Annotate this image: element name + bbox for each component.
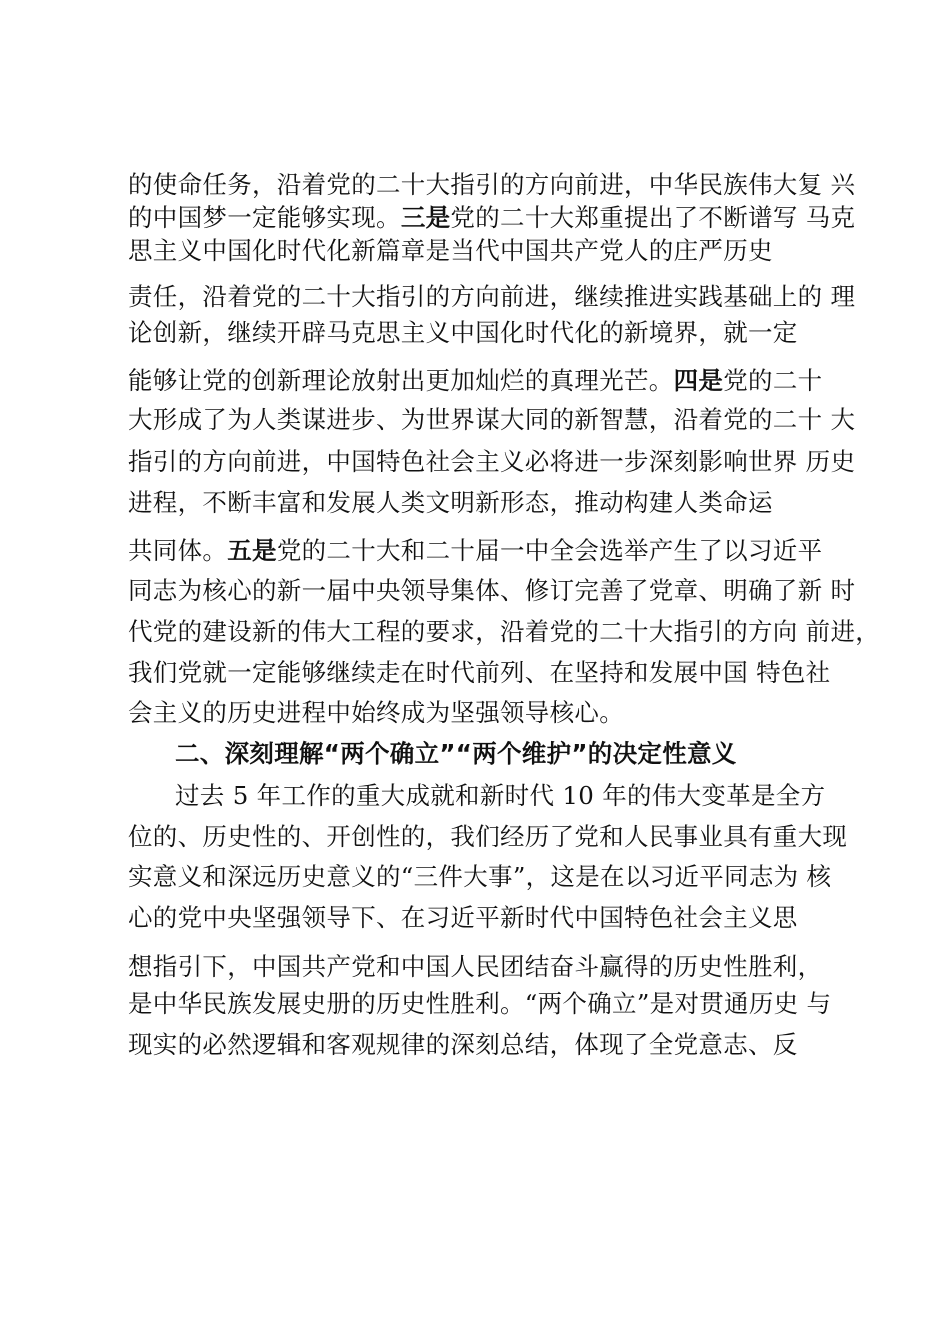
body-line: 我们党就一定能够继续走在时代前列、在坚持和发展中国 特色社 — [128, 658, 831, 687]
body-line: 想指引下，中国共产党和中国人民团结奋斗赢得的历史性胜利， — [128, 952, 823, 981]
emphasis-label: 三是 — [400, 203, 451, 232]
body-line: 指引的方向前进，中国特色社会主义必将进一步深刻影响世界 历史 — [128, 447, 856, 476]
body-line: 过去 5 年工作的重大成就和新时代 10 年的伟大变革是全方 — [175, 781, 826, 810]
body-text: 党的二十大和二十届一中全会选举产生了以习近平 — [276, 536, 823, 565]
body-text: 党的二十 — [723, 366, 823, 395]
body-line: 代党的建设新的伟大工程的要求，沿着党的二十大指引的方向 前进， — [128, 617, 881, 646]
body-line: 是中华民族发展史册的历史性胜利。“两个确立”是对贯通历史 与 — [128, 989, 832, 1018]
body-text: 的中国梦一定能够实现。 — [128, 203, 401, 232]
body-text: 能够让党的创新理论放射出更加灿烂的真理光芒。 — [128, 366, 674, 395]
body-line: 实意义和深远历史意义的“三件大事”，这是在以习近平同志为 核 — [128, 862, 832, 891]
body-line: 责任，沿着党的二十大指引的方向前进，继续推进实践基础上的 理 — [128, 282, 856, 311]
body-line — [128, 203, 855, 233]
body-line: 思主义中国化时代化新篇章是当代中国共产党人的庄严历史 — [128, 236, 773, 265]
body-line: 论创新，继续开辟马克思主义中国化时代化的新境界，就一定 — [128, 318, 798, 347]
body-line: 同志为核心的新一届中央领导集体、修订完善了党章、明确了新 时 — [128, 576, 856, 605]
body-line: 会主义的历史进程中始终成为坚强领导核心。 — [128, 698, 624, 727]
body-line: 位的、历史性的、开创性的，我们经历了党和人民事业具有重大现 — [128, 822, 848, 851]
body-line — [128, 366, 822, 396]
body-line: 心的党中央坚强领导下、在习近平新时代中国特色社会主义思 — [128, 903, 798, 932]
emphasis-label: 四是 — [673, 366, 724, 395]
body-text: 党的二十大郑重提出了不断谱写 马克 — [450, 203, 856, 232]
section-heading: 二、深刻理解“两个确立”“两个维护”的决定性意义 — [175, 739, 737, 768]
body-line: 进程，不断丰富和发展人类文明新形态，推动构建人类命运 — [128, 488, 773, 517]
body-line — [128, 536, 822, 566]
body-line: 的使命任务，沿着党的二十大指引的方向前进，中华民族伟大复 兴 — [128, 170, 856, 199]
body-line: 大形成了为人类谋进步、为世界谋大同的新智慧，沿着党的二十 大 — [128, 405, 856, 434]
body-text: 共同体。 — [128, 536, 228, 565]
body-line: 现实的必然逻辑和客观规律的深刻总结，体现了全党意志、反 — [128, 1030, 798, 1059]
emphasis-label: 五是 — [227, 536, 277, 565]
